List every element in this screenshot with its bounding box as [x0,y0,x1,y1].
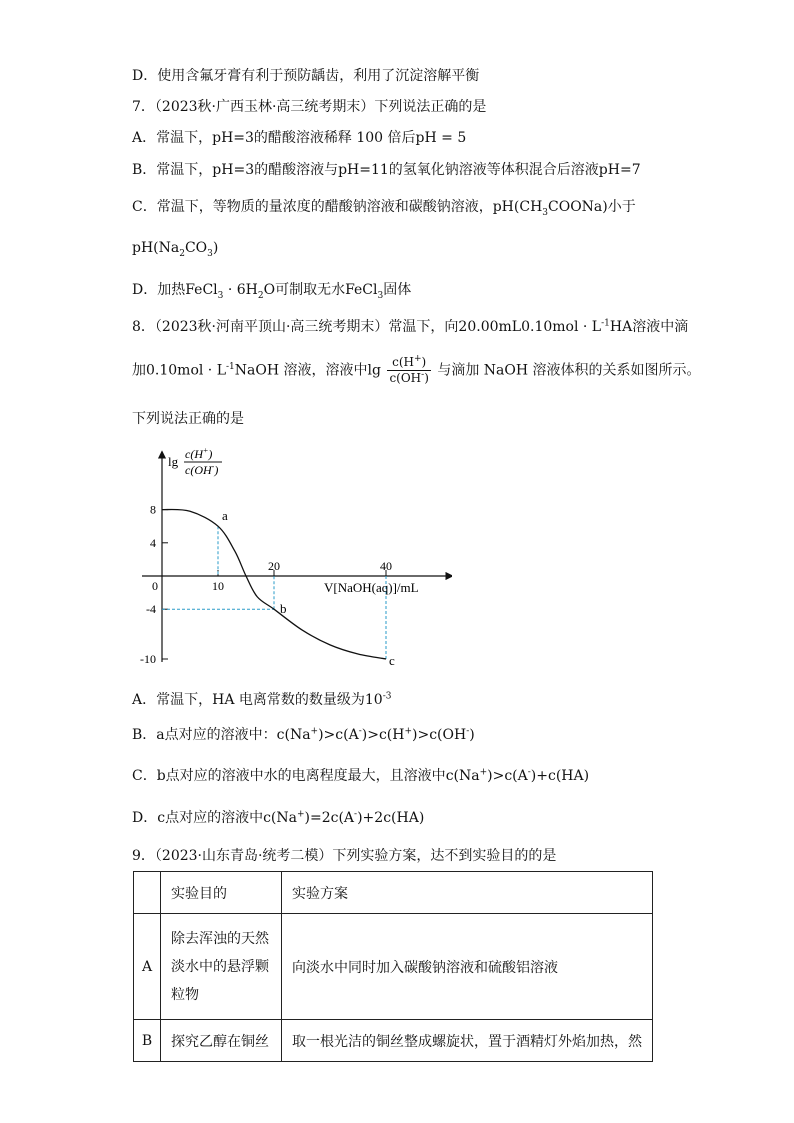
q7-option-b: B．常温下，pH=3的醋酸溶液与pH=11的氢氧化钠溶液等体积混合后溶液pH=7 [132,162,641,178]
table-header-cell: 实验方案 [282,872,653,914]
x-tick-label: 40 [380,559,392,573]
y-axis-label-den: c(OH-) [185,462,219,477]
x-tick-label: 0 [152,579,158,593]
table-cell-plan: 向淡水中同时加入碳酸钠溶液和硫酸铝溶液 [282,914,653,1020]
y-tick-label: -4 [146,602,156,617]
q8-stem-3: 下列说法正确的是 [132,411,244,427]
x-tick-label: 10 [212,579,224,593]
x-tick-label: 20 [268,559,280,573]
q8-chart [132,440,452,680]
table-cell-plan: 取一根光洁的铜丝整成螺旋状，置于酒精灯外焰加热，然 [282,1020,653,1062]
q7-option-c-cont: $pH(Na_2CO_3)$ [132,240,219,259]
q8-option-a: A．常温下，HA 电离常数的数量级为$10^{-3}$ [132,691,392,708]
table-header-row [134,872,653,914]
table-cell-purpose: 除去浑浊的天然 淡水中的悬浮颗 粒物 [161,914,282,1020]
y-axis-label-num: c(H+) [185,446,213,461]
table-row-key: A [134,914,161,1020]
table-header-cell: 实验目的 [161,872,282,914]
x-axis-label: V[NaOH(aq)]/mL [324,580,419,595]
point-label-b: b [280,601,287,617]
q8-option-c: C．b点对应的溶液中水的电离程度最大，且溶液中c(Na+)>c(A-)+c(HA) [132,767,590,784]
y-axis-label-lg: lg [168,454,179,469]
q6-option-d: D．使用含氟牙膏有利于预防龋齿，利用了沉淀溶解平衡 [132,68,480,84]
q7-option-c: C．常温下，等物质的量浓度的醋酸钠溶液和碳酸钠溶液，$pH(CH_3COONa)$小于 [132,199,636,218]
table-header-cell [134,872,161,914]
table-row-key: B [134,1020,161,1062]
q7-stem: 7．（2023秋·广西玉林·高三统考期末）下列说法正确的是 [132,99,487,115]
table-cell-purpose: 探究乙醇在铜丝 [161,1020,282,1062]
q8-stem-2: 加$0.10mol \cdot L^{-1}NaOH$ 溶液，溶液中lg $\frac{c(H^+)}{c(OH^-)}$ 与滴加 NaOH 溶液体积的关系如图所示。 [132,354,701,385]
table-row [134,914,653,1020]
point-label-a: a [222,508,228,524]
q8-stem-1: 8．（2023秋·河南平顶山·高三统考期末）常温下，向$20.00mL0.10mol \cdot L^{-1}HA$溶液中滴 [132,318,689,335]
q7-option-d: D．加热FeCl$_3$ · $6H_2O$可制取无水FeCl$_3$固体 [132,282,412,301]
q9-stem: 9．（2023·山东青岛·统考二模）下列实验方案，达不到实验目的的是 [132,848,557,864]
table-row [134,1020,653,1062]
y-tick-label: 8 [150,502,156,517]
q8-option-b: B．a点对应的溶液中：c(Na+)>c(A-)>c(H+)>c(OH-) [132,726,475,743]
q8-option-d: D．c点对应的溶液中c(Na+)=2c(A-)+2c(HA) [132,809,425,826]
q9-table [133,871,653,1062]
y-tick-label: 4 [150,535,156,550]
y-tick-label: -10 [140,652,156,666]
point-label-c: c [389,653,395,668]
q7-option-a: A．常温下，pH=3的醋酸溶液稀释 100 倍后pH = 5 [132,130,467,146]
